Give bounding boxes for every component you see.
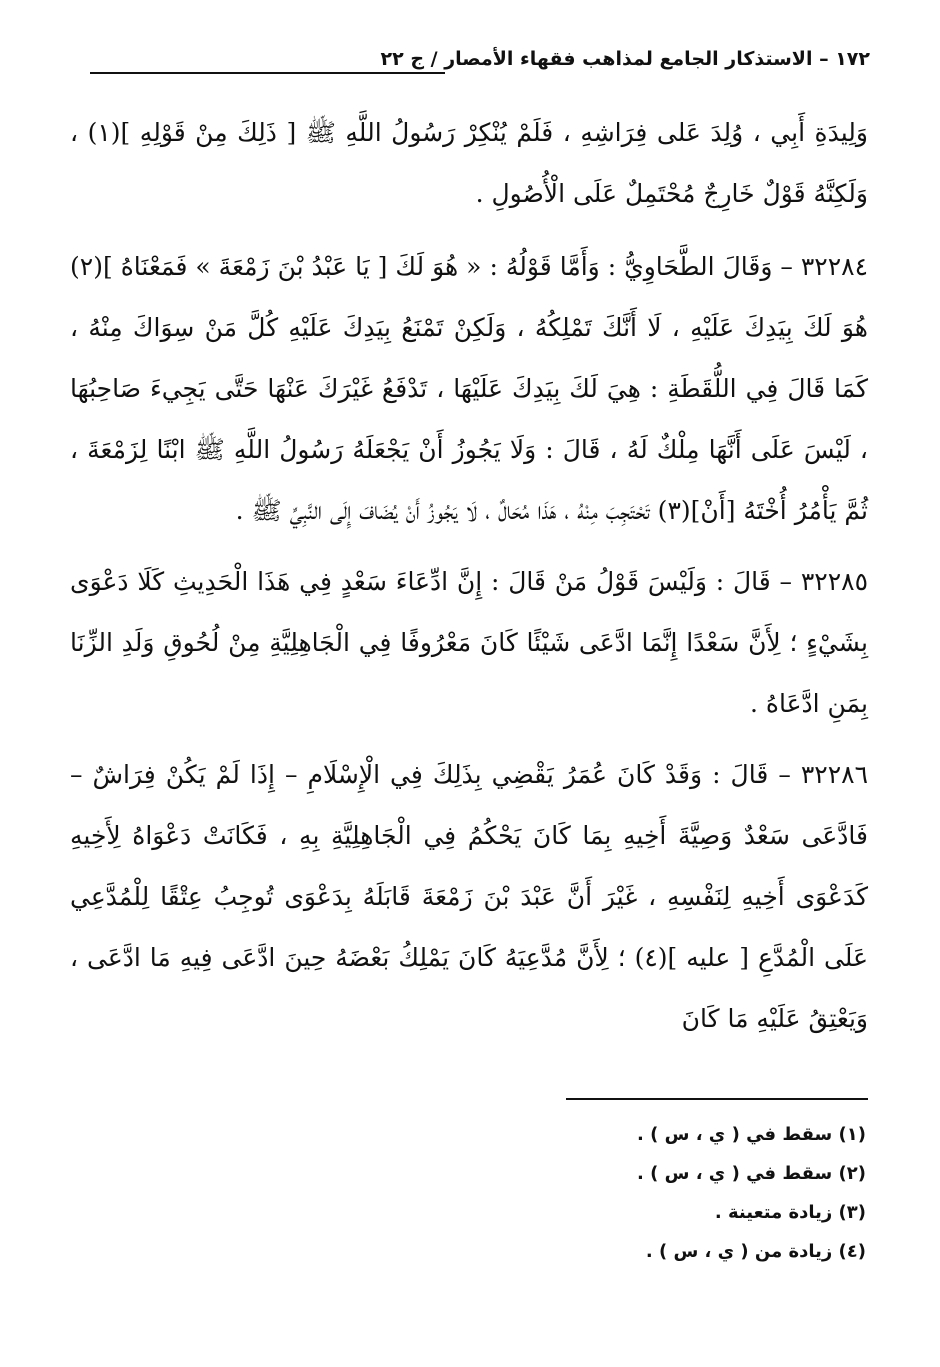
footnote-rule	[566, 1098, 868, 1100]
footnotes	[366, 1115, 866, 1271]
paragraph-32286: ٣٢٢٨٦ – قَالَ : وَقَدْ كَانَ عُمَرُ يَقْضِي بِذَلِكَ فِي الْإِسْلَامِ – إِذَا لَمْ يَكُنْ فِرَاشٌ – فَادَّعَى سَعْدٌ وَصِيَّةَ أَخِيهِ بِمَا كَانَ يَحْكُمُ فِي الْجَاهِلِيَّةِ بِهِ ، فَكَانَتْ دَعْوَاهُ لِأَخِيهِ كَدَعْوَى أَخِيهِ لِنَفْسِهِ ، غَيْرَ أَنَّ عَبْدَ بْنَ زَمْعَةَ قَابَلَهُ بِدَعْوَى تُوجِبُ عِتْقًا لِلْمُدَّعِي عَلَى الْمُدَّعِ [ عليه ](٤) ؛ لِأَنَّ مُدَّعِيَهُ كَانَ يَمْلِكُ بَعْضَهُ حِينَ ادَّعَى فِيهِ مَا ادَّعَى ، وَيَعْتِقُ عَلَيْهِ مَا كَانَ	[70, 760, 868, 1033]
paragraph-32285: ٣٢٢٨٥ – قَالَ : وَلَيْسَ قَوْلُ مَنْ قَالَ : إِنَّ ادِّعَاءَ سَعْدٍ فِي هَذَا الْحَدِيثِ كَلَا دَعْوَى بِشَيْءٍ ؛ لِأَنَّ سَعْدًا إِنَّمَا ادَّعَى شَيْئًا كَانَ مَعْرُوفًا فِي الْجَاهِلِيَّةِ مِنْ لُحُوقِ وَلَدِ الزِّنَا بِمَنِ ادَّعَاهُ .	[70, 567, 868, 718]
paragraph-continuation: وَلِيدَةِ أَبِي ، وُلِدَ عَلى فِرَاشِهِ ، فَلَمْ يُنْكِرْ رَسُولُ اللَّهِ ﷺ [ ذَلِكَ مِنْ قَوْلِهِ ](١) ، وَلَكِنَّهُ قَوْلٌ خَارِجٌ مُحْتَمِلٌ عَلَى الْأُصُولِ .	[70, 118, 869, 208]
footnote-2: (٢) سقط في ( ي ، س ) .	[637, 1163, 866, 1184]
paragraph-32284: ٣٢٢٨٤ – وَقَالَ الطَّحَاوِيُّ : وَأَمَّا قَوْلُهُ : « هُوَ لَكَ [ يَا عَبْدُ بْنَ زَمْعَةَ » فَمَعْنَاهُ ](٢) هُوَ لَكَ بِيَدِكَ عَلَيْهِ ، لَا أَنَّكَ تَمْلِكُهُ ، وَلَكِنْ تَمْنَعُ بِيَدِكَ عَلَيْهِ كُلَّ مَنْ سِوَاكَ مِنْهُ ، كَمَا قَالَ فِي اللُّقَطَةِ : هِيَ لَكَ بِيَدِكَ عَلَيْهَا ، تَدْفَعُ غَيْرَكَ عَنْهَا حَتَّى يَجِيءَ صَاحِبُهَا ، لَيْسَ عَلَى أَنَّهَا مِلْكٌ لَهُ ، قَالَ : وَلَا يَجُوزُ أَنْ يَجْعَلَهُ رَسُولُ اللَّهِ ﷺ ابْنًا لِزَمْعَةَ ، ثُمَّ يَأْمُرُ أُخْتَهُ [أَنْ](٣) تَحْتَجِبَ مِنْهُ ، هَذَا مُحَالٌ ، لَا يَجُوزُ أَنْ يُضَافَ إِلَى النَّبِيِّ ﷺ .	[70, 252, 868, 525]
running-header	[70, 42, 870, 76]
footnote-3: (٣) زيادة متعينة .	[714, 1202, 866, 1223]
header-rule	[90, 72, 445, 74]
header-title: ١٧٢ – الاستذكار الجامع لمذاهب فقهاء الأمصار / ج ٢٢	[380, 48, 870, 70]
main-text	[70, 102, 868, 1059]
footnote-4: (٤) زيادة من ( ي ، س ) .	[645, 1241, 866, 1262]
footnote-1: (١) سقط في ( ي ، س ) .	[637, 1124, 866, 1145]
